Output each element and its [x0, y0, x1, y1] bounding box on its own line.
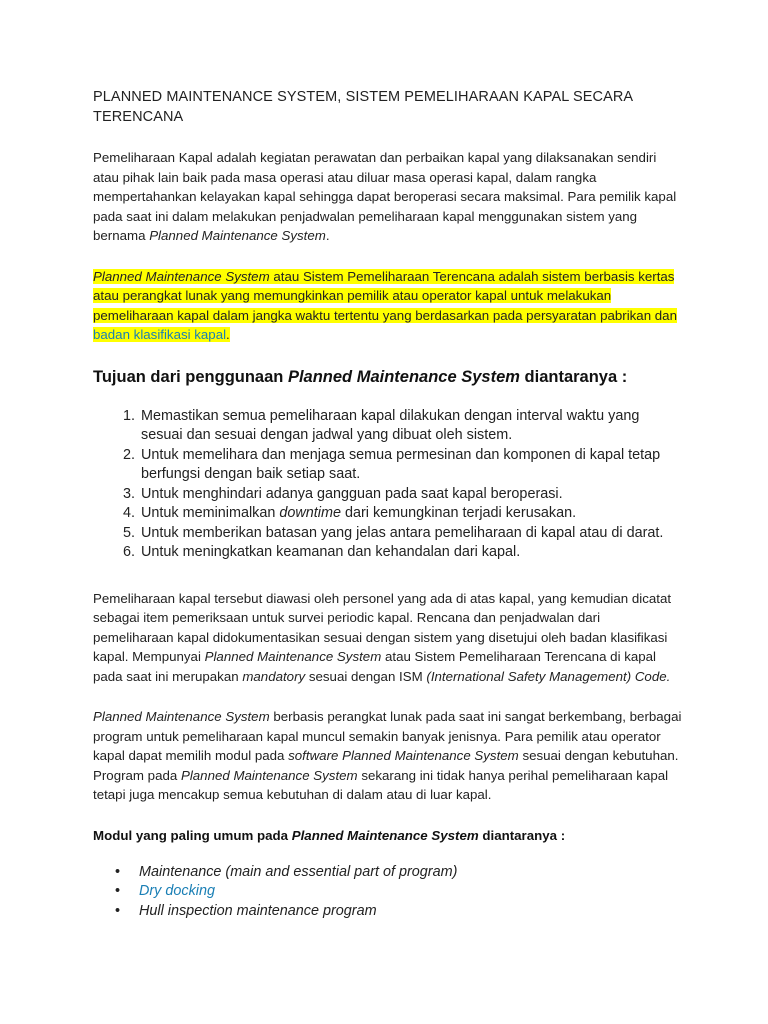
bullet-icon: • — [115, 883, 121, 899]
paragraph-intro-end: . — [325, 228, 330, 243]
p4-c: software Planned Maintenance System — [288, 748, 519, 763]
module-1-text: Maintenance (main and essential part of program) — [139, 863, 458, 880]
p3-a: Pemeliharaan kapal tersebut diawasi oleh personel yang ada di atas kapal, yang kemudian dicatat sebagai item pemeriksaan untuk survei periodic kapal. Rencana dan penjadwalan dari pemeliharaan kapal didokumentasikan sesuai dengan sistem yang disetujui oleh badan klasifikasi kapal. Mempunyai — [93, 590, 672, 664]
p4-f: sekarang ini tidak hanya perihal pemeliharaan kapal tetapi juga mencakup semua kebutuhan di dalam atau di luar kapal. — [93, 767, 669, 802]
klasifikasi-link[interactable]: badan klasifikasi kapal — [93, 327, 227, 342]
p4-a: Planned Maintenance System — [93, 709, 270, 724]
p3-f: (International Safety Management) Code. — [426, 668, 671, 684]
p3-c: atau Sistem Pemeliharaan Terencana di kapal pada saat ini merupakan — [93, 649, 657, 684]
paragraph-software — [93, 707, 683, 805]
highlight-italic: Planned Maintenance System — [93, 268, 270, 284]
goal-item-3: 3. Untuk menghindari adanya gangguan pada saat kapal beroperasi. — [139, 485, 683, 505]
goals-heading-pre: Tujuan dari penggunaan — [93, 367, 288, 386]
goal-item-1: 1. Memastikan semua pemeliharaan kapal dilakukan dengan interval waktu yang sesuai dan sesuai dengan jadwal yang dibuat oleh sistem. — [139, 407, 683, 446]
p4-e: Planned Maintenance System — [180, 767, 358, 783]
modules-heading-post: diantaranya : — [478, 827, 566, 843]
goal-4-post: dari kemungkinan terjadi kerusakan. — [340, 505, 577, 521]
modules-heading-pre: Modul yang paling umum pada — [93, 827, 292, 843]
highlight-end: . — [226, 327, 230, 342]
module-item-3 — [115, 902, 683, 922]
goal-item-4 — [139, 504, 683, 524]
p4-b: berbasis perangkat lunak pada saat ini sangat berkembang, berbagai program untuk pemeliharaan kapal muncul semakin banyak jenisnya. Para pemilik atau operator kapal dapat memilih modul pada — [93, 709, 682, 763]
module-3-text: Hull inspection maintenance program — [139, 902, 377, 919]
p3-d: mandatory — [242, 668, 306, 684]
paragraph-intro-text: Pemeliharaan Kapal adalah kegiatan perawatan dan perbaikan kapal yang dilaksanakan sendiri atau pihak lain baik pada masa operasi atau diluar masa operasi kapal, dalam rangka mempertahankan kelayakan kapal sehingga dapat beroperasi secara maksimal. Para pemilik kapal pada saat ini dalam melakukan penjadwalan pemeliharaan kapal menggunakan sistem yang bernama — [93, 150, 677, 243]
goal-item-2: 2. Untuk memelihara dan menjaga semua permesinan dan komponen di kapal tetap berfungsi dengan baik setiap saat. — [139, 446, 683, 485]
p4-d: sesuai dengan kebutuhan. Program pada — [93, 748, 679, 783]
document-title: PLANNED MAINTENANCE SYSTEM, SISTEM PEMELIHARAAN KAPAL SECARA TERENCANA — [93, 89, 633, 125]
p3-b: Planned Maintenance System — [204, 649, 382, 664]
goal-item-6: 6. Untuk meningkatkan keamanan dan kehandalan dari kapal. — [139, 543, 683, 563]
dry-docking-link[interactable]: Dry docking — [139, 883, 215, 899]
goals-heading — [93, 366, 683, 388]
paragraph-highlighted — [93, 267, 683, 345]
p3-e: sesuai dengan ISM — [305, 668, 427, 684]
highlight-body: atau Sistem Pemeliharaan Terencana adalah sistem berbasis kertas atau perangkat lunak yang memungkinkan pemilik atau operator kapal untuk melakukan pemeliharaan kapal dalam jangka waktu tertentu yang berdasarkan pada persyaratan pabrikan dan — [93, 268, 677, 323]
document-page — [93, 88, 683, 921]
goal-4-italic: downtime — [279, 505, 341, 521]
goals-heading-italic: Planned Maintenance System — [287, 367, 520, 386]
bullet-icon: • — [115, 863, 121, 880]
modules-heading — [93, 826, 683, 845]
goals-heading-post: diantaranya : — [519, 367, 628, 386]
modules-list — [93, 863, 683, 922]
goals-list — [93, 407, 683, 563]
module-item-2 — [115, 882, 683, 902]
paragraph-intro — [93, 148, 683, 246]
goal-4-pre: Untuk meminimalkan — [141, 505, 280, 521]
bullet-icon: • — [115, 902, 121, 919]
highlighted-text — [93, 269, 677, 343]
modules-heading-italic: Planned Maintenance System — [291, 827, 479, 843]
paragraph-intro-italic: Planned Maintenance System — [149, 228, 326, 243]
paragraph-supervision — [93, 589, 683, 687]
goal-item-5: 5. Untuk memberikan batasan yang jelas antara pemeliharaan di kapal atau di darat. — [139, 524, 683, 544]
module-item-1 — [115, 863, 683, 883]
